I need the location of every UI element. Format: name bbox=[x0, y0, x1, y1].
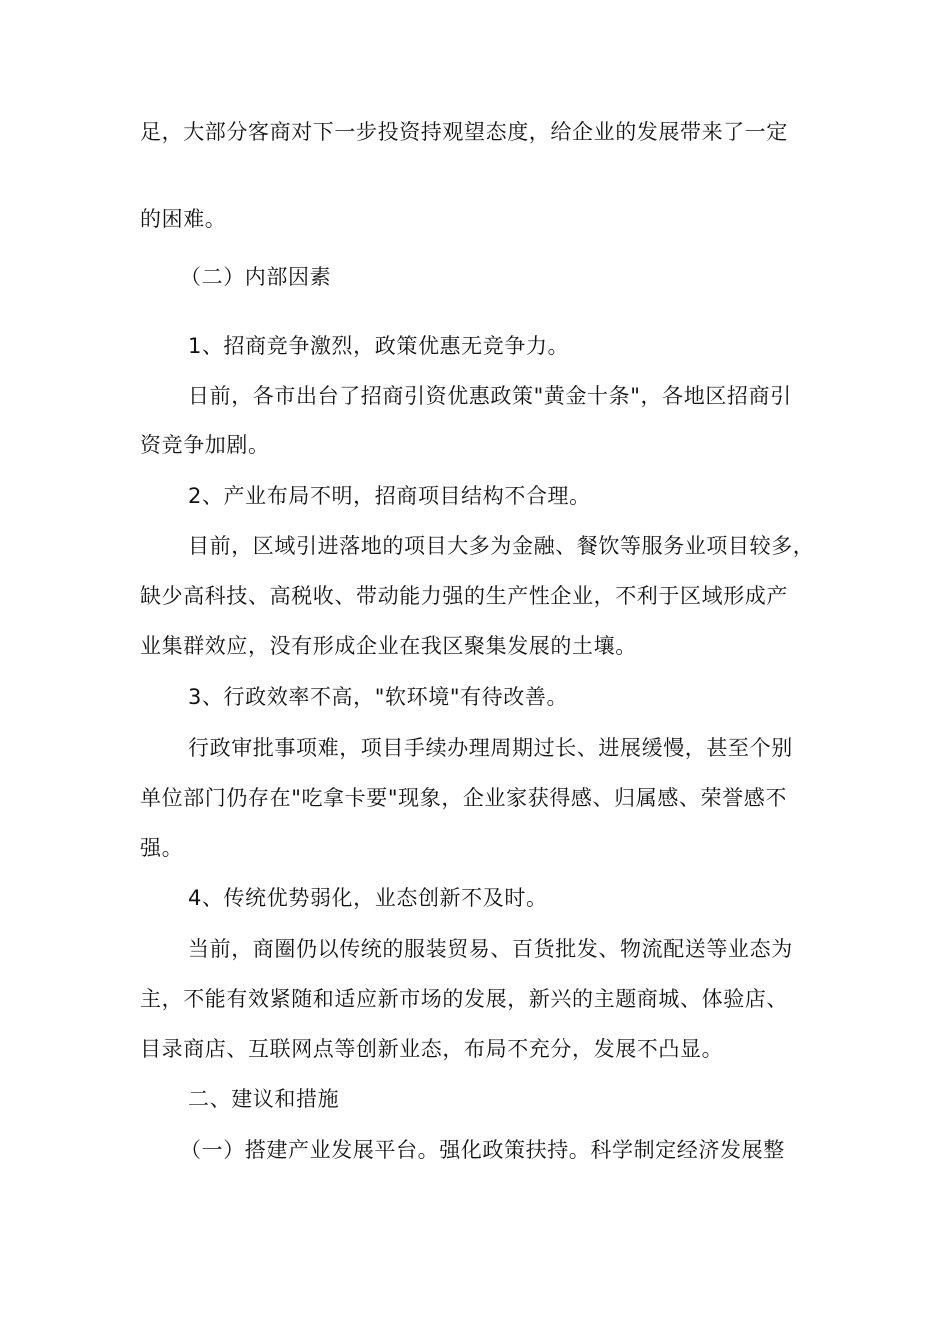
text-line-20: （一）搭建产业发展平台。强化政策扶持。科学制定经济发展整 bbox=[180, 1138, 785, 1162]
text-line-14: 强。 bbox=[140, 836, 184, 860]
text-line-6: 资竞争加剧。 bbox=[140, 433, 270, 457]
text-line-2: 的困难。 bbox=[140, 207, 227, 231]
item-heading-2: 2、产业布局不明，招商项目结构不合理。 bbox=[188, 484, 591, 508]
item-heading-3: 3、行政效率不高，"软环境"有待改善。 bbox=[188, 685, 569, 709]
item-heading-1: 1、招商竞争激烈，政策优惠无竞争力。 bbox=[188, 334, 570, 358]
text-line-1: 足，大部分客商对下一步投资持观望态度，给企业的发展带来了一定 bbox=[140, 120, 788, 144]
text-line-9: 缺少高科技、高税收、带动能力强的生产性企业，不利于区域形成产 bbox=[140, 584, 788, 608]
text-line-8: 目前，区域引进落地的项目大多为金融、餐饮等服务业项目较多， bbox=[188, 534, 815, 558]
section-heading-internal-factors: （二）内部因素 bbox=[180, 265, 332, 289]
text-line-18: 目录商店、互联网点等创新业态，布局不充分，发展不凸显。 bbox=[140, 1037, 724, 1061]
text-line-10: 业集群效应，没有形成企业在我区聚集发展的土壤。 bbox=[140, 634, 637, 658]
text-line-5: 日前，各市出台了招商引资优惠政策"黄金十条"，各地区招商引 bbox=[188, 384, 792, 408]
item-heading-4: 4、传统优势弱化，业态创新不及时。 bbox=[188, 886, 548, 910]
text-line-16: 当前，商圈仍以传统的服装贸易、百货批发、物流配送等业态为 bbox=[188, 937, 793, 961]
text-line-13: 单位部门仍存在"吃拿卡要"现象，企业家获得感、归属感、荣誉感不 bbox=[140, 786, 787, 810]
text-line-12: 行政审批事项难，项目手续办理周期过长、进展缓慢，甚至个别 bbox=[188, 736, 793, 760]
section-heading-suggestions: 二、建议和措施 bbox=[188, 1087, 340, 1111]
text-line-17: 主，不能有效紧随和适应新市场的发展，新兴的主题商城、体验店、 bbox=[140, 987, 788, 1011]
